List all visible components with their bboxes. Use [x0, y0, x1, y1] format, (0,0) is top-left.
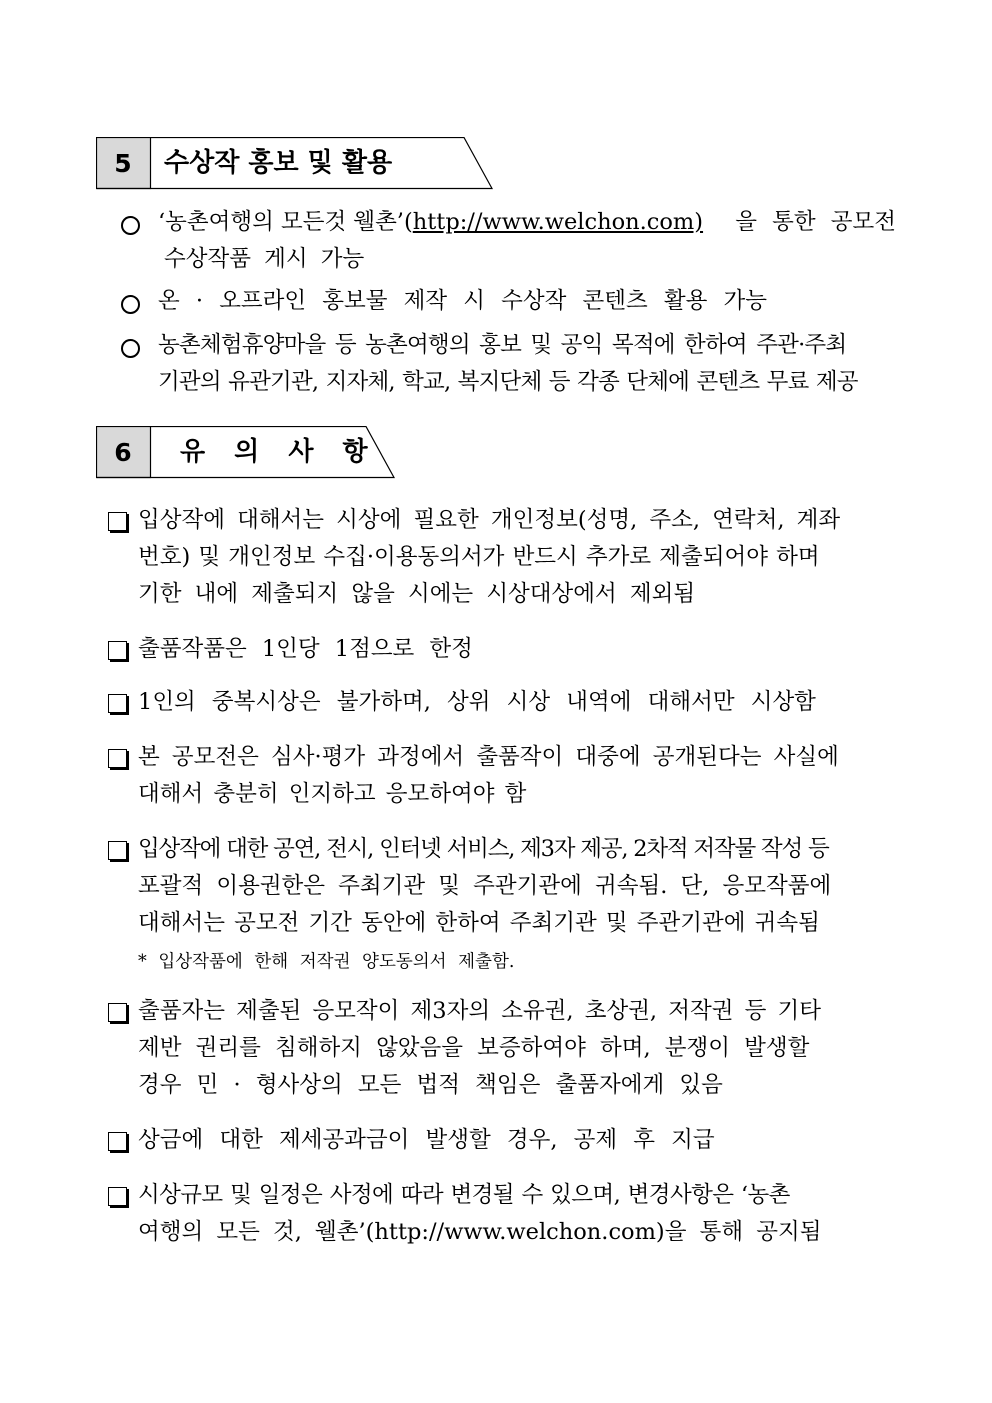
item-text: 대해서 충분히 인지하고 응모하여야 함 — [138, 781, 527, 807]
checkbox-bullet-icon — [108, 749, 127, 768]
checkbox-bullet-icon — [108, 1187, 127, 1206]
item-text: 입상작에 대한 공연, 전시, 인터넷 서비스, 제3자 제공, 2차적 저작물 작성 등 — [138, 836, 829, 862]
checkbox-bullet-icon — [108, 512, 127, 531]
checkbox-bullet-icon — [108, 841, 127, 860]
checkbox-bullet-icon — [108, 694, 127, 713]
item-text: 농촌체험휴양마을 등 농촌여행의 홍보 및 공익 목적에 한하여 주관·주최 — [158, 332, 847, 358]
section-number: 6 — [114, 437, 132, 467]
checkbox-bullet-icon — [108, 1003, 127, 1022]
item-text: 온 · 오프라인 홍보물 제작 시 수상작 콘텐츠 활용 가능 — [158, 288, 767, 314]
item-text: 경우 민 · 형사상의 모든 법적 책임은 출품자에게 있음 — [138, 1072, 723, 1098]
footnote: * 입상작품에 한해 저작권 양도동의서 제출함. — [138, 952, 515, 972]
item-text: ‘농촌여행의 모든것 웰촌’( — [158, 209, 413, 235]
checkbox-bullet-icon — [108, 641, 127, 660]
checkbox-bullet-icon — [108, 1132, 127, 1151]
item-text: 상금에 대한 제세공과금이 발생할 경우, 공제 후 지급 — [138, 1127, 715, 1153]
item-text: 출품작품은 1인당 1점으로 한정 — [138, 636, 473, 662]
item-text: 기한 내에 제출되지 않을 시에는 시상대상에서 제외됨 — [138, 581, 696, 607]
item-text: 기관의 유관기관, 지자체, 학교, 복지단체 등 각종 단체에 콘텐츠 무료 제공 — [158, 369, 858, 395]
circle-bullet-icon — [121, 339, 140, 358]
section-title: 수상작 홍보 및 활용 — [164, 148, 393, 178]
item-text: 대해서는 공모전 기간 동안에 한하여 주최기관 및 주관기관에 귀속됨 — [138, 910, 820, 936]
item-text: 출품자는 제출된 응모작이 제3자의 소유권, 초상권, 저작권 등 기타 — [138, 998, 821, 1024]
item-text: 수상작품 게시 가능 — [164, 246, 365, 272]
section-title: 유 의 사 항 — [180, 437, 378, 467]
item-text: 을 통한 공모전 — [735, 209, 896, 235]
item-text: 여행의 모든 것, 웰촌’(http://www.welchon.com)을 통해 공지됨 — [138, 1219, 822, 1245]
section-5-header — [96, 137, 496, 189]
item-text: 1인의 중복시상은 불가하며, 상위 시상 내역에 대해서만 시상함 — [138, 689, 816, 715]
circle-bullet-icon — [121, 216, 140, 235]
item-text: 제반 권리를 침해하지 않았음을 보증하여야 하며, 분쟁이 발생할 — [138, 1035, 810, 1061]
section-6-header — [96, 426, 396, 478]
website-link[interactable]: http://www.welchon.com) — [412, 209, 704, 235]
section-number: 5 — [114, 148, 132, 178]
circle-bullet-icon — [121, 295, 140, 314]
item-text: 시상규모 및 일정은 사정에 따라 변경될 수 있으며, 변경사항은 ‘농촌 — [138, 1182, 790, 1208]
item-text: 포괄적 이용권한은 주최기관 및 주관기관에 귀속됨. 단, 응모작품에 — [138, 873, 832, 899]
item-text: 번호) 및 개인정보 수집·이용동의서가 반드시 추가로 제출되어야 하며 — [138, 544, 820, 570]
item-text: 본 공모전은 심사·평가 과정에서 출품작이 대중에 공개된다는 사실에 — [138, 744, 839, 770]
item-text: 입상작에 대해서는 시상에 필요한 개인정보(성명, 주소, 연락처, 계좌 — [138, 507, 841, 533]
